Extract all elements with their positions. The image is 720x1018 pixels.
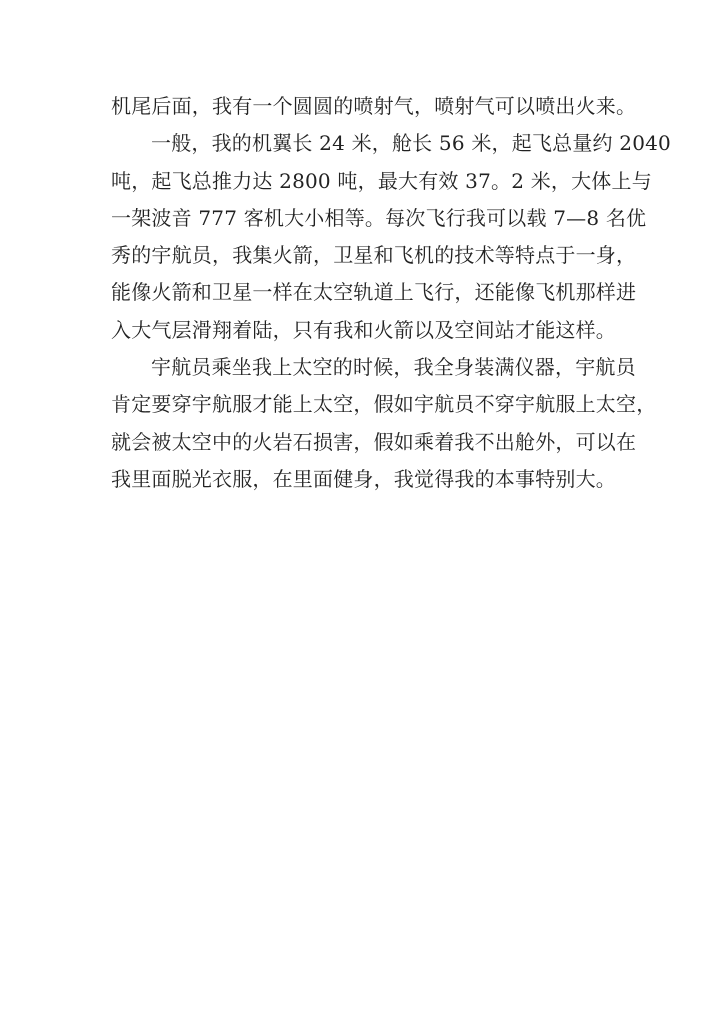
text-line: 机尾后面，我有一个圆圆的喷射气，喷射气可以喷出火来。 [111, 94, 637, 118]
paragraph-3 [111, 349, 657, 498]
text-line: 我里面脱光衣服，在里面健身，我觉得我的本事特别大。 [111, 466, 616, 491]
text-line: 一架波音 777 客机大小相等。每次飞行我可以载 7—8 名优 [111, 205, 647, 230]
text-line: 能像火箭和卫星一样在太空轨道上飞行，还能像飞机那样进 [111, 280, 637, 305]
text-line: 入大气层滑翔着陆，只有我和火箭以及空间站才能这样。 [111, 317, 616, 342]
text-line: 肯定要穿宇航服才能上太空，假如宇航员不穿宇航服上太空， [111, 392, 657, 417]
paragraph-2 [111, 125, 671, 349]
text-line: 宇航员乘坐我上太空的时候，我全身装满仪器，宇航员 [151, 355, 636, 380]
text-line: 秀的宇航员，我集火箭，卫星和飞机的技术等特点于一身， [111, 243, 637, 268]
document-body [111, 88, 671, 498]
text-line: 吨，起飞总推力达 2800 吨，最大有效 37。2 米，大体上与 [111, 168, 652, 193]
paragraph-1 [111, 88, 637, 125]
text-line: 一般，我的机翼长 24 米，舱长 56 米，起飞总量约 2040 [151, 131, 671, 156]
text-line: 就会被太空中的火岩石损害，假如乘着我不出舱外，可以在 [111, 429, 637, 454]
